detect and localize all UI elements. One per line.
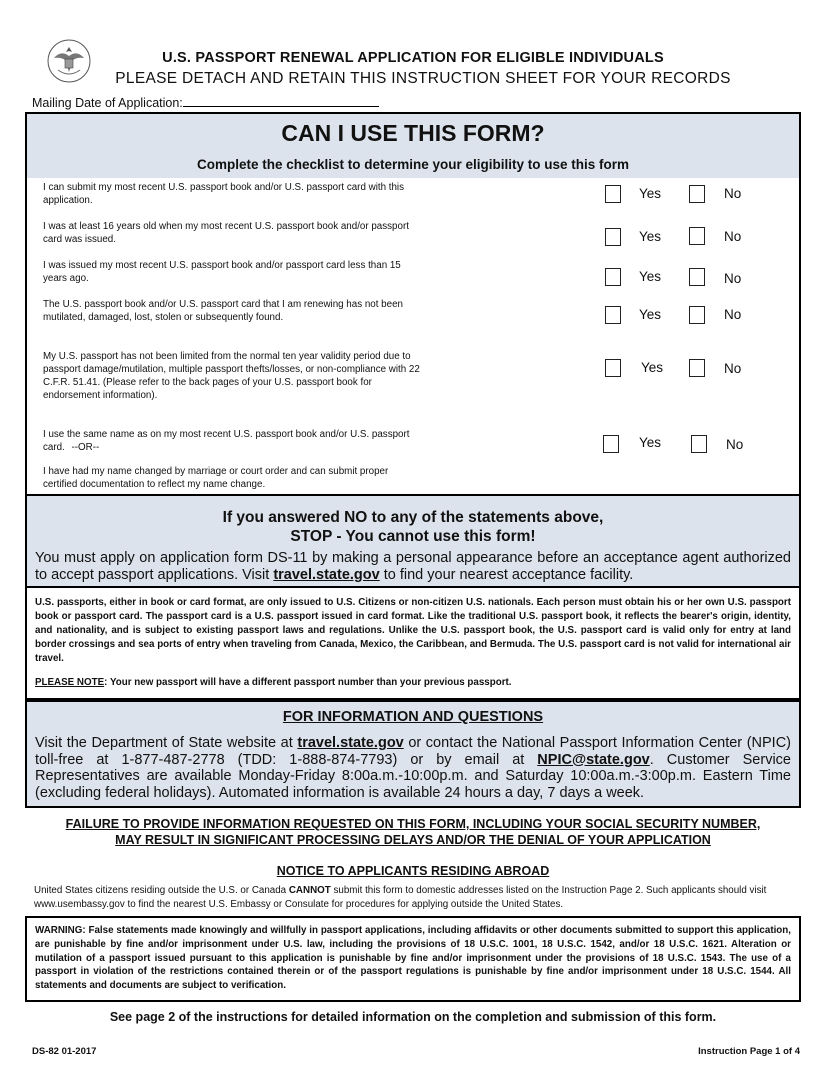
mailing-date [32, 94, 379, 110]
question-6 [43, 428, 423, 454]
notice-text-b: submit this form to domestic addresses listed on the Instruction Page 2. Such applicants should visit www.usembassy.gov to find the nearest U.S. Embassy or Consulate for procedures for applying outside the United States. [34, 885, 767, 910]
q4-no-label: No [724, 307, 742, 322]
stop-line-2: STOP - You cannot use this form! [290, 528, 536, 545]
q1-no-label: No [724, 186, 742, 201]
question-3: I was issued my most recent U.S. passport book and/or passport card less than 15 years ago. [43, 260, 401, 284]
q5-yes-label: Yes [641, 360, 664, 375]
please-note [35, 677, 791, 688]
npic-email-link[interactable]: NPIC@state.gov [537, 751, 650, 768]
stop-body [35, 550, 791, 584]
stop-line-1: If you answered NO to any of the statements above, [222, 509, 604, 526]
mailing-date-label: Mailing Date of Application: [32, 96, 183, 110]
q6-no-label: No [726, 437, 744, 452]
eligibility-title: CAN I USE THIS FORM? [281, 120, 545, 146]
info-text-2: or contact the National Passport Information Center (NPIC) toll-free at 1-877-487-2778 (TDD: 1-888-874-7793) or by email at [35, 735, 792, 768]
q1-yes-checkbox[interactable] [605, 185, 621, 203]
info-questions-body [35, 735, 791, 801]
eligibility-checklist [25, 178, 801, 496]
q2-yes-checkbox[interactable] [605, 228, 621, 246]
travel-state-gov-link-2[interactable]: travel.state.gov [297, 735, 404, 751]
q2-no-checkbox[interactable] [689, 227, 705, 245]
see-page-2-note: See page 2 of the instructions for detailed information on the completion and submission of this form. [109, 1010, 717, 1024]
stop-heading [27, 508, 799, 546]
please-note-text: : Your new passport will have a different passport number than your previous passport. [104, 677, 512, 688]
mailing-date-field[interactable] [183, 94, 379, 107]
q4-yes-checkbox[interactable] [605, 306, 621, 324]
eligibility-header [25, 112, 801, 180]
info-questions-box [25, 700, 801, 808]
page-number: Instruction Page 1 of 4 [698, 1046, 800, 1057]
q3-yes-checkbox[interactable] [605, 268, 621, 286]
eligibility-subtitle: Complete the checklist to determine your eligibility to use this form [196, 157, 630, 172]
notice-abroad-title: NOTICE TO APPLICANTS RESIDING ABROAD [276, 864, 550, 878]
question-1: I can submit my most recent U.S. passport book and/or U.S. passport card with this application. [43, 182, 405, 206]
q5-no-label: No [724, 361, 742, 376]
q3-no-checkbox[interactable] [689, 268, 705, 286]
q4-yes-label: Yes [639, 307, 662, 322]
failure-warning [0, 816, 826, 848]
notice-cannot: CANNOT [288, 885, 331, 896]
warning-text: WARNING: False statements made knowingly and willfully in passport applications, including affidavits or other documents submitted to support this application, are punishable by fine and/or imprisonment under U.S. law, including the provisions of 18 U.S.C. 1001, 18 U.S.C. 1542, and/or 18 U.S.C. 1621. Alteration or mutilation of a passport issued pursuant to this application is punishable by fine and/or imprisonment under the provisions of 18 U.S.C. 1543. The use of a passport in violation of the restrictions contained therein or of the passport regulations is punishable by fine and/or imprisonment under 18 U.S.C. 1544. All statements and documents are subject to verification. [35, 925, 791, 992]
info-text-3: . Customer Service Representatives are available Monday-Friday 8:00a.m.-10:00p.m. and Saturday 10:00a.m.-3:00p.m. Eastern Time (excluding federal holidays). Automated information is available 24 hours a day, 7 days a week. [35, 751, 791, 801]
q5-yes-checkbox[interactable] [605, 359, 621, 377]
q6-yes-label: Yes [639, 435, 662, 450]
q3-yes-label: Yes [639, 269, 662, 284]
form-subtitle: PLEASE DETACH AND RETAIN THIS INSTRUCTION SHEET FOR YOUR RECORDS [115, 70, 731, 87]
form-number: DS-82 01-2017 [32, 1046, 97, 1057]
failure-line-1: FAILURE TO PROVIDE INFORMATION REQUESTED ON THIS FORM, INCLUDING YOUR SOCIAL SECURITY NUMBER, [65, 817, 761, 831]
please-note-label: PLEASE NOTE [35, 677, 105, 688]
q1-yes-label: Yes [639, 186, 662, 201]
notice-abroad-text [34, 884, 798, 912]
stop-body-text-end: to find your nearest acceptance facility. [379, 567, 634, 583]
q4-no-checkbox[interactable] [689, 306, 705, 324]
info-questions-title: FOR INFORMATION AND QUESTIONS [282, 709, 544, 725]
passport-info [25, 588, 801, 700]
warning-box [25, 916, 801, 1002]
passport-info-paragraph: U.S. passports, either in book or card format, are only issued to U.S. Citizens or non-citizen U.S. nationals. Each person must obtain his or her own U.S. passport book or passport card. The passport card is a U.S. passport issued in card format. Like the traditional U.S. passport book, it reflects the bearer's origin, identity, and nationality, and is subject to existing passport laws and regulations. Unlike the U.S. passport book, the U.S. passport card is valid only for entry at land border crossings and sea ports of entry when traveling from Canada, Mexico, the Caribbean, and Bermuda. The U.S. passport card is not valid for international air travel. [35, 597, 791, 664]
failure-line-2: MAY RESULT IN SIGNIFICANT PROCESSING DELAYS AND/OR THE DENIAL OF YOUR APPLICATION [115, 833, 711, 847]
question-6-or: --OR-- [71, 442, 100, 453]
q6-yes-checkbox[interactable] [603, 435, 619, 453]
q2-yes-label: Yes [639, 229, 662, 244]
q1-no-checkbox[interactable] [689, 185, 705, 203]
form-title: U.S. PASSPORT RENEWAL APPLICATION FOR ELIGIBLE INDIVIDUALS [162, 50, 664, 66]
q2-no-label: No [724, 229, 742, 244]
question-6-text: I use the same name as on my most recent U.S. passport book and/or U.S. passport card. [43, 429, 410, 453]
stop-body-text: You must apply on application form DS-11 by making a personal appearance before an acceptance agent authorized to accept passport applications. Visit [35, 550, 791, 583]
question-2: I was at least 16 years old when my most recent U.S. passport book and/or passport card was issued. [43, 221, 409, 245]
question-6-alt: I have had my name changed by marriage or court order and can submit proper certified documentation to reflect my name change. [43, 466, 389, 490]
q6-no-checkbox[interactable] [691, 435, 707, 453]
q3-no-label: No [724, 271, 742, 286]
q5-no-checkbox[interactable] [689, 359, 705, 377]
question-5: My U.S. passport has not been limited from the normal ten year validity period due to passport damage/mutilation, multiple passport thefts/losses, or non-compliance with 22 C.F.R. 51.41. (Please refer to the back pages of your U.S. passport book for endorsement information). [43, 351, 420, 401]
travel-state-gov-link[interactable]: travel.state.gov [273, 567, 380, 583]
notice-text-a: United States citizens residing outside the U.S. or Canada [34, 885, 289, 896]
question-4: The U.S. passport book and/or U.S. passport card that I am renewing has not been mutilated, damaged, lost, stolen or subsequently found. [43, 299, 403, 323]
info-text-1: Visit the Department of State website at [35, 735, 298, 751]
stop-notice [25, 494, 801, 588]
